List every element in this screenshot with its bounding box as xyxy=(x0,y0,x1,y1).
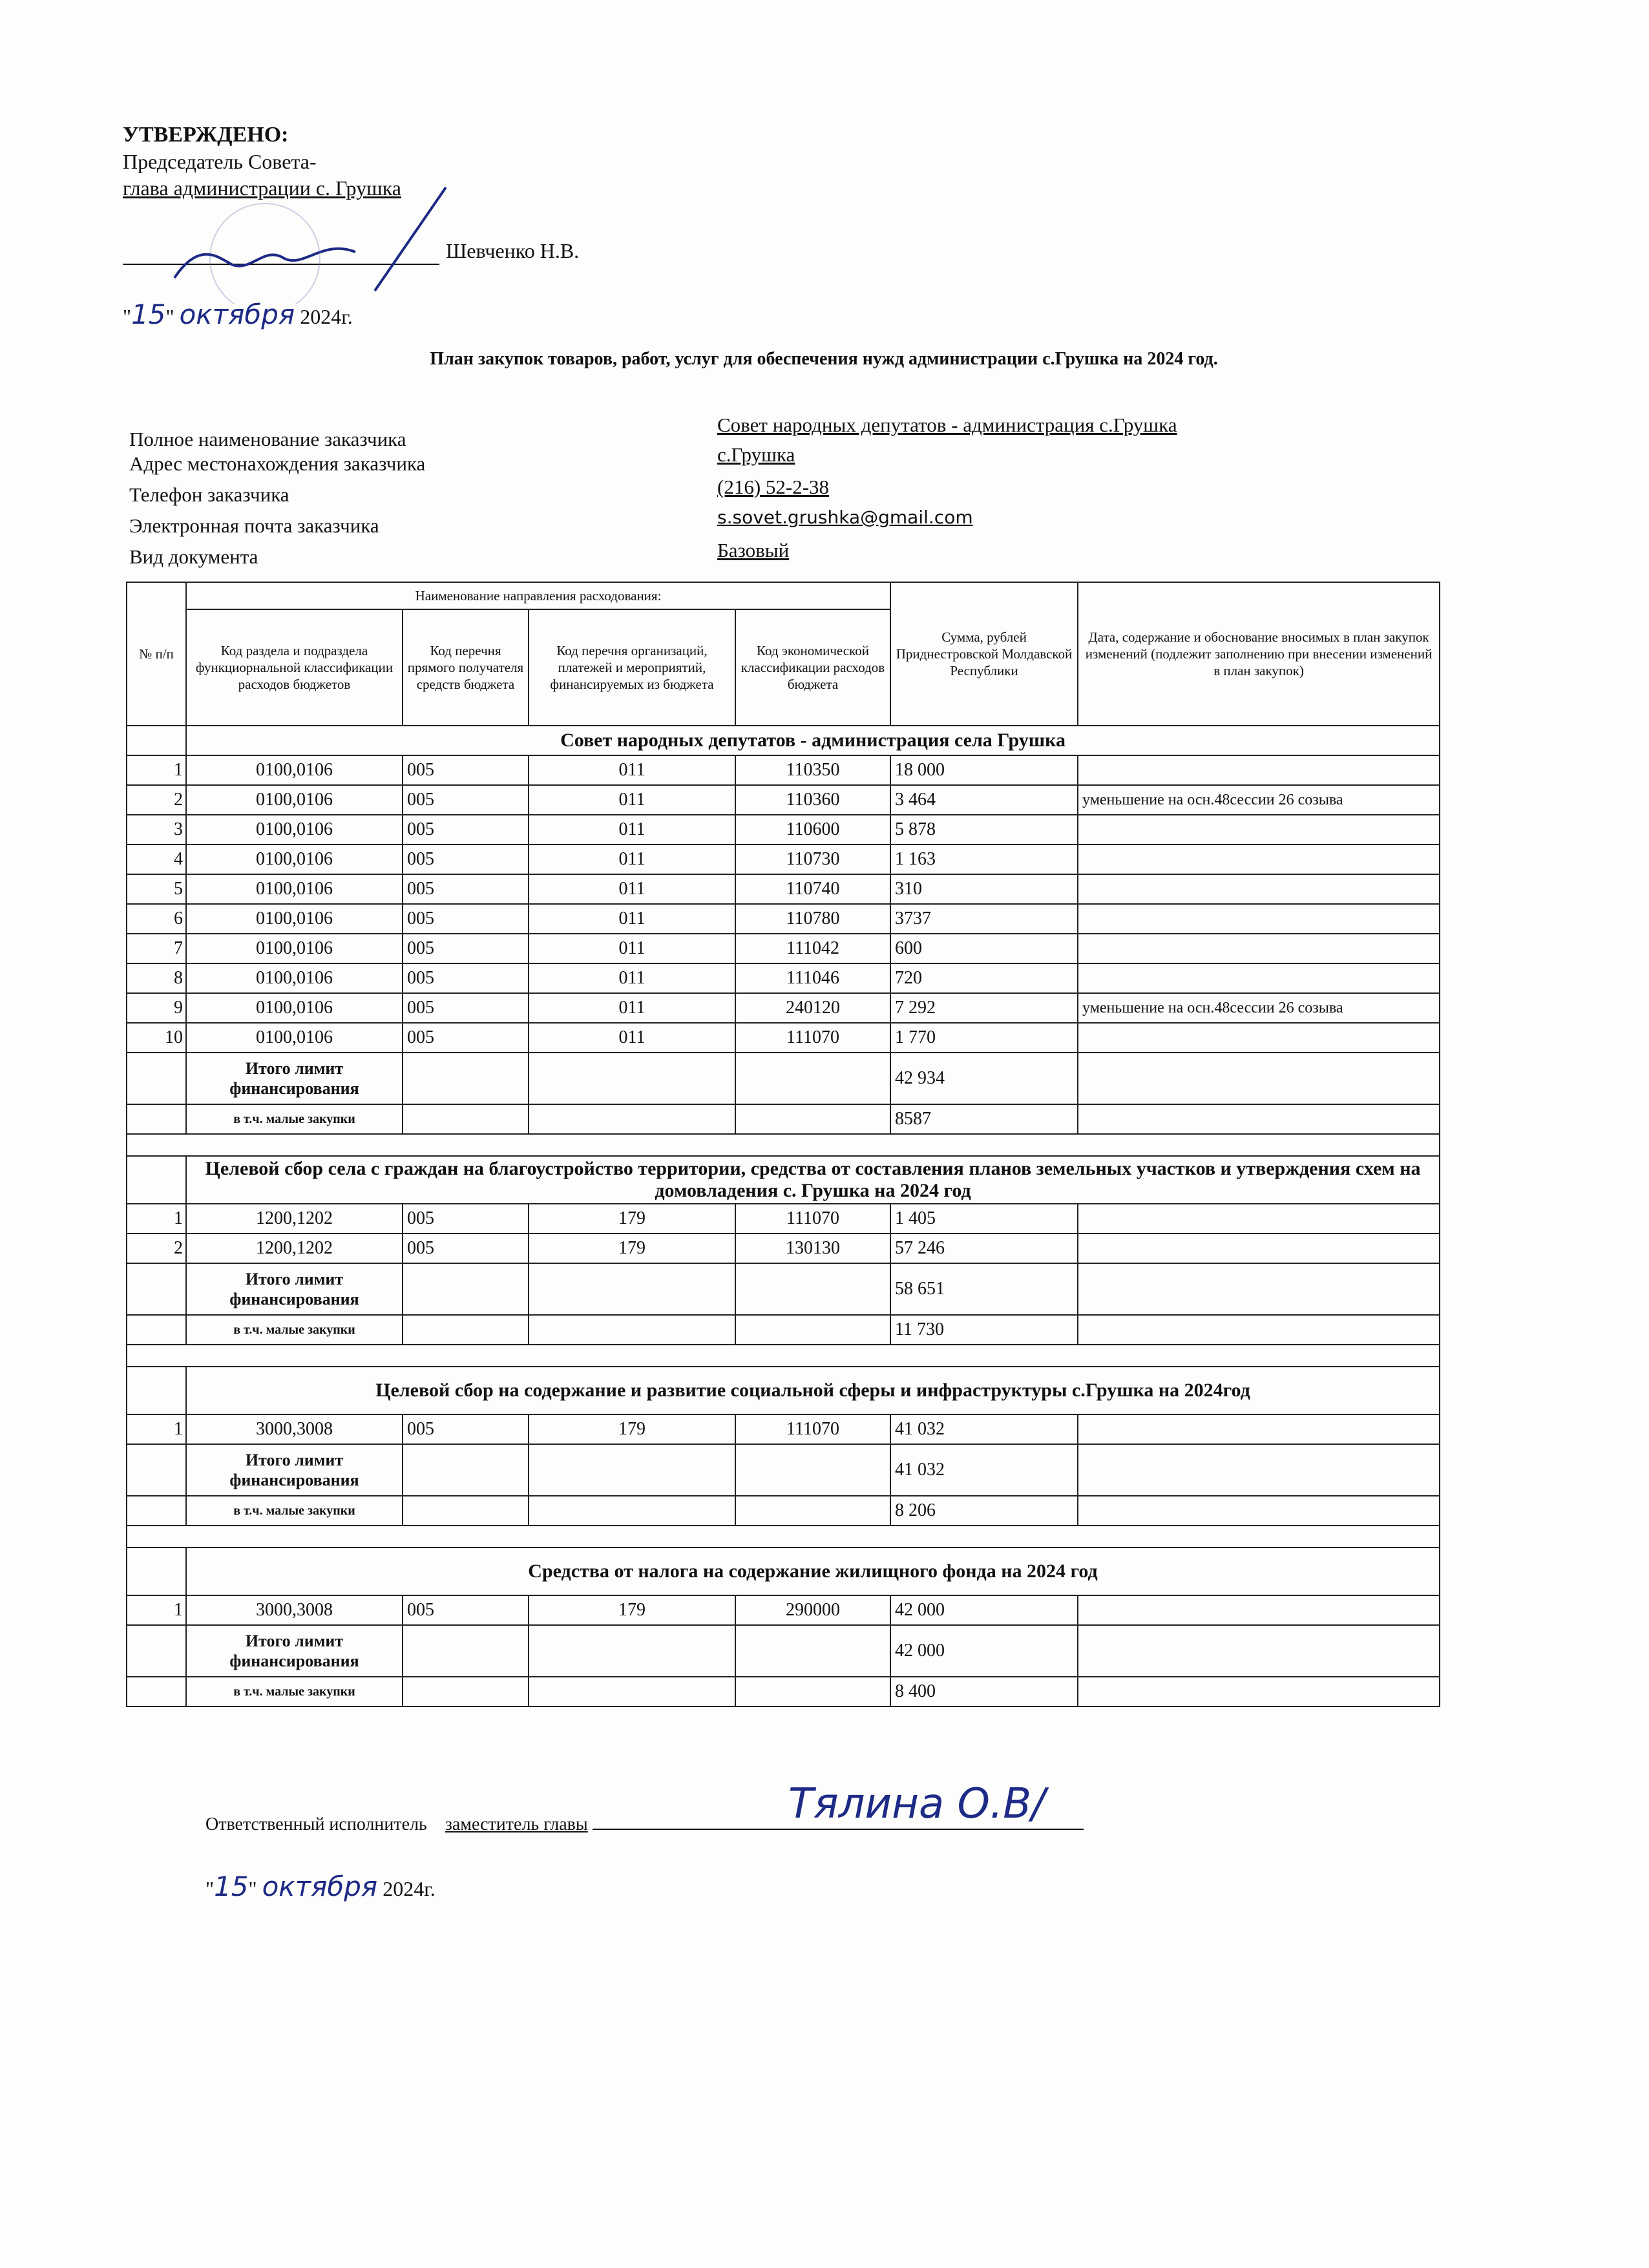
row-func-code: 0100,0106 xyxy=(186,963,403,993)
customer-address-value: с.Грушка xyxy=(717,443,795,466)
row-note xyxy=(1078,1023,1440,1053)
row-org-code: 011 xyxy=(529,963,735,993)
row-econ-code: 110730 xyxy=(735,845,890,874)
total-sum: 58 651 xyxy=(890,1263,1078,1315)
footer-position: заместитель главы xyxy=(445,1814,588,1834)
row-econ-code: 110350 xyxy=(735,755,890,785)
row-note xyxy=(1078,1204,1440,1234)
row-org-code: 179 xyxy=(529,1414,735,1444)
small-empty-cell xyxy=(529,1315,735,1345)
row-econ-code: 110360 xyxy=(735,785,890,815)
row-sum: 720 xyxy=(890,963,1078,993)
row-number: 2 xyxy=(127,1234,186,1263)
footer-date-month: октября xyxy=(262,1871,378,1902)
row-sum: 3 464 xyxy=(890,785,1078,815)
row-recipient-code: 005 xyxy=(403,755,529,785)
header-sum: Сумма, рублей Приднестровской Молдавской Республики xyxy=(890,582,1078,726)
table-row xyxy=(127,874,1440,904)
total-empty-cell xyxy=(403,1625,529,1677)
row-recipient-code: 005 xyxy=(403,785,529,815)
total-num-cell xyxy=(127,1444,186,1496)
section-title: Совет народных депутатов - администрация села Грушка xyxy=(186,726,1440,755)
row-recipient-code: 005 xyxy=(403,1023,529,1053)
small-num-cell xyxy=(127,1104,186,1134)
row-number: 10 xyxy=(127,1023,186,1053)
footer-date-year: 2024г. xyxy=(383,1877,436,1900)
row-recipient-code: 005 xyxy=(403,1414,529,1444)
total-note-cell xyxy=(1078,1053,1440,1104)
row-number: 2 xyxy=(127,785,186,815)
row-org-code: 011 xyxy=(529,755,735,785)
row-econ-code: 111070 xyxy=(735,1414,890,1444)
row-org-code: 179 xyxy=(529,1595,735,1625)
spacer-cell xyxy=(127,1526,1440,1548)
total-empty-cell xyxy=(529,1625,735,1677)
row-note xyxy=(1078,874,1440,904)
total-row xyxy=(127,1444,1440,1496)
small-num-cell xyxy=(127,1315,186,1345)
row-recipient-code: 005 xyxy=(403,1204,529,1234)
row-sum: 3737 xyxy=(890,904,1078,934)
row-sum: 600 xyxy=(890,934,1078,963)
row-number: 7 xyxy=(127,934,186,963)
small-purchases-row xyxy=(127,1104,1440,1134)
total-label: Итого лимит финансирования xyxy=(186,1053,403,1104)
row-note xyxy=(1078,934,1440,963)
customer-email-value: s.sovet.grushka@gmail.com xyxy=(717,507,973,528)
row-note xyxy=(1078,845,1440,874)
row-sum: 41 032 xyxy=(890,1414,1078,1444)
total-empty-cell xyxy=(735,1053,890,1104)
section-spacer-row xyxy=(127,1345,1440,1367)
row-econ-code: 111070 xyxy=(735,1023,890,1053)
total-empty-cell xyxy=(529,1444,735,1496)
row-number: 1 xyxy=(127,1414,186,1444)
row-org-code: 011 xyxy=(529,815,735,845)
small-empty-cell xyxy=(529,1677,735,1706)
total-empty-cell xyxy=(735,1444,890,1496)
row-note xyxy=(1078,1595,1440,1625)
table-row xyxy=(127,1023,1440,1053)
small-empty-cell xyxy=(735,1104,890,1134)
total-num-cell xyxy=(127,1263,186,1315)
approval-line-1: Председатель Совета- xyxy=(123,150,317,173)
table-row xyxy=(127,815,1440,845)
small-note-cell xyxy=(1078,1315,1440,1345)
section-title-row xyxy=(127,1367,1440,1414)
small-empty-cell xyxy=(529,1496,735,1526)
section-title-spacer xyxy=(127,1548,186,1595)
small-note-cell xyxy=(1078,1104,1440,1134)
header-col2: Код перечня прямого получателя средств бюджета xyxy=(403,609,529,726)
row-func-code: 0100,0106 xyxy=(186,755,403,785)
header-col3: Код перечня организаций, платежей и мероприятий, финансируемых из бюджета xyxy=(529,609,735,726)
total-empty-cell xyxy=(529,1263,735,1315)
small-num-cell xyxy=(127,1677,186,1706)
small-purchases-label: в т.ч. малые закупки xyxy=(186,1677,403,1706)
row-org-code: 011 xyxy=(529,904,735,934)
row-number: 8 xyxy=(127,963,186,993)
row-func-code: 1200,1202 xyxy=(186,1204,403,1234)
section-title: Средства от налога на содержание жилищного фонда на 2024 год xyxy=(186,1548,1440,1595)
total-sum: 42 000 xyxy=(890,1625,1078,1677)
procurement-table xyxy=(126,582,1440,1707)
customer-name-label: Полное наименование заказчика xyxy=(129,428,406,450)
table-row xyxy=(127,1595,1440,1625)
footer-signature: Тялина О.В/ xyxy=(788,1780,1045,1828)
small-empty-cell xyxy=(403,1677,529,1706)
row-sum: 18 000 xyxy=(890,755,1078,785)
customer-info xyxy=(129,414,1551,576)
customer-doctype-value: Базовый xyxy=(717,539,790,562)
row-note xyxy=(1078,755,1440,785)
footer-date-day: 15 xyxy=(214,1871,249,1902)
table-body xyxy=(127,726,1440,1706)
row-note: уменьшение на осн.48сессии 26 созыва xyxy=(1078,993,1440,1023)
small-note-cell xyxy=(1078,1496,1440,1526)
table-row xyxy=(127,993,1440,1023)
row-recipient-code: 005 xyxy=(403,963,529,993)
table-row xyxy=(127,785,1440,815)
row-recipient-code: 005 xyxy=(403,904,529,934)
header-col1: Код раздела и подраздела функциорнальной классификации расходов бюджетов xyxy=(186,609,403,726)
total-num-cell xyxy=(127,1053,186,1104)
header-num: № п/п xyxy=(127,582,186,726)
total-num-cell xyxy=(127,1625,186,1677)
footer-signature-line xyxy=(593,1829,1084,1830)
row-number: 3 xyxy=(127,815,186,845)
row-econ-code: 290000 xyxy=(735,1595,890,1625)
row-org-code: 011 xyxy=(529,874,735,904)
row-econ-code: 111070 xyxy=(735,1204,890,1234)
small-empty-cell xyxy=(735,1315,890,1345)
small-purchases-row xyxy=(127,1496,1440,1526)
row-number: 6 xyxy=(127,904,186,934)
small-empty-cell xyxy=(403,1315,529,1345)
procurement-table-wrap xyxy=(126,582,1439,1707)
row-func-code: 0100,0106 xyxy=(186,815,403,845)
total-empty-cell xyxy=(735,1263,890,1315)
total-sum: 42 934 xyxy=(890,1053,1078,1104)
row-econ-code: 130130 xyxy=(735,1234,890,1263)
small-purchases-sum: 11 730 xyxy=(890,1315,1078,1345)
small-note-cell xyxy=(1078,1677,1440,1706)
table-row xyxy=(127,1204,1440,1234)
header-group: Наименование направления расходования: xyxy=(186,582,890,609)
total-empty-cell xyxy=(403,1053,529,1104)
row-sum: 1 770 xyxy=(890,1023,1078,1053)
total-empty-cell xyxy=(735,1625,890,1677)
row-func-code: 0100,0106 xyxy=(186,934,403,963)
total-note-cell xyxy=(1078,1263,1440,1315)
section-title-spacer xyxy=(127,1156,186,1204)
total-note-cell xyxy=(1078,1625,1440,1677)
small-purchases-label: в т.ч. малые закупки xyxy=(186,1496,403,1526)
row-econ-code: 110780 xyxy=(735,904,890,934)
total-empty-cell xyxy=(403,1263,529,1315)
row-number: 4 xyxy=(127,845,186,874)
footer-label: Ответственный исполнитель xyxy=(205,1814,427,1834)
total-empty-cell xyxy=(403,1444,529,1496)
small-purchases-label: в т.ч. малые закупки xyxy=(186,1315,403,1345)
row-org-code: 179 xyxy=(529,1204,735,1234)
total-label: Итого лимит финансирования xyxy=(186,1444,403,1496)
row-func-code: 0100,0106 xyxy=(186,845,403,874)
section-title-spacer xyxy=(127,726,186,755)
customer-address-label: Адрес местонахождения заказчика xyxy=(129,452,426,475)
customer-doctype-label: Вид документа xyxy=(129,545,258,568)
footer-date: "15" октября 2024г. xyxy=(205,1871,436,1902)
row-number: 9 xyxy=(127,993,186,1023)
row-recipient-code: 005 xyxy=(403,815,529,845)
total-row xyxy=(127,1053,1440,1104)
small-empty-cell xyxy=(735,1677,890,1706)
section-spacer-row xyxy=(127,1134,1440,1156)
approval-line-2: глава администрации с. Грушка xyxy=(123,176,401,200)
approval-date-year: 2024г. xyxy=(300,305,353,328)
total-row xyxy=(127,1625,1440,1677)
row-org-code: 011 xyxy=(529,785,735,815)
row-note: уменьшение на осн.48сессии 26 созыва xyxy=(1078,785,1440,815)
customer-phone-value: (216) 52-2-38 xyxy=(717,476,830,498)
row-number: 5 xyxy=(127,874,186,904)
section-title: Целевой сбор на содержание и развитие социальной сферы и инфраструктуры с.Грушка на 2024год xyxy=(186,1367,1440,1414)
row-org-code: 011 xyxy=(529,934,735,963)
small-empty-cell xyxy=(403,1104,529,1134)
row-org-code: 011 xyxy=(529,993,735,1023)
row-econ-code: 111046 xyxy=(735,963,890,993)
approval-title: УТВЕРЖДЕНО: xyxy=(123,123,289,147)
row-func-code: 0100,0106 xyxy=(186,993,403,1023)
row-econ-code: 110600 xyxy=(735,815,890,845)
row-sum: 1 163 xyxy=(890,845,1078,874)
small-purchases-row xyxy=(127,1677,1440,1706)
row-func-code: 3000,3008 xyxy=(186,1414,403,1444)
row-note xyxy=(1078,815,1440,845)
row-func-code: 0100,0106 xyxy=(186,874,403,904)
section-spacer-row xyxy=(127,1526,1440,1548)
small-purchases-sum: 8 206 xyxy=(890,1496,1078,1526)
row-org-code: 011 xyxy=(529,1023,735,1053)
header-col4: Код экономической классификации расходов бюджета xyxy=(735,609,890,726)
total-sum: 41 032 xyxy=(890,1444,1078,1496)
row-func-code: 0100,0106 xyxy=(186,904,403,934)
table-row xyxy=(127,1234,1440,1263)
row-recipient-code: 005 xyxy=(403,845,529,874)
approval-date-month: октября xyxy=(179,299,295,330)
small-empty-cell xyxy=(735,1496,890,1526)
small-empty-cell xyxy=(529,1104,735,1134)
row-org-code: 179 xyxy=(529,1234,735,1263)
row-func-code: 1200,1202 xyxy=(186,1234,403,1263)
small-num-cell xyxy=(127,1496,186,1526)
section-title-row xyxy=(127,1548,1440,1595)
row-sum: 1 405 xyxy=(890,1204,1078,1234)
row-recipient-code: 005 xyxy=(403,874,529,904)
spacer-cell xyxy=(127,1134,1440,1156)
row-note xyxy=(1078,904,1440,934)
section-title-row xyxy=(127,726,1440,755)
row-sum: 5 878 xyxy=(890,815,1078,845)
table-row xyxy=(127,845,1440,874)
total-note-cell xyxy=(1078,1444,1440,1496)
section-title: Целевой сбор села с граждан на благоустройство территории, средства от составления планов земельных участков и утверждения схем на домовладения с. Грушка на 2024 год xyxy=(186,1156,1440,1204)
row-recipient-code: 005 xyxy=(403,1234,529,1263)
table-row xyxy=(127,963,1440,993)
page-title: План закупок товаров, работ, услуг для обеспечения нужд администрации с.Грушка на 2024 год. xyxy=(430,349,1218,369)
total-empty-cell xyxy=(529,1053,735,1104)
small-empty-cell xyxy=(403,1496,529,1526)
small-purchases-sum: 8587 xyxy=(890,1104,1078,1134)
approval-date: "15" октября 2024г. xyxy=(123,299,353,330)
row-func-code: 3000,3008 xyxy=(186,1595,403,1625)
customer-email-label: Электронная почта заказчика xyxy=(129,514,379,537)
row-sum: 310 xyxy=(890,874,1078,904)
approval-signature xyxy=(162,162,472,304)
row-func-code: 0100,0106 xyxy=(186,785,403,815)
table-row xyxy=(127,755,1440,785)
table-row xyxy=(127,1414,1440,1444)
row-econ-code: 240120 xyxy=(735,993,890,1023)
row-note xyxy=(1078,1234,1440,1263)
row-func-code: 0100,0106 xyxy=(186,1023,403,1053)
spacer-cell xyxy=(127,1345,1440,1367)
row-number: 1 xyxy=(127,1595,186,1625)
customer-phone-label: Телефон заказчика xyxy=(129,483,289,506)
header-note: Дата, содержание и обоснование вносимых в план закупок изменений (подлежит заполнению при внесении изменений в план закупок) xyxy=(1078,582,1440,726)
customer-name-value: Совет народных депутатов - администрация с.Грушка xyxy=(717,414,1177,436)
row-org-code: 011 xyxy=(529,845,735,874)
table-row xyxy=(127,904,1440,934)
row-note xyxy=(1078,963,1440,993)
section-title-spacer xyxy=(127,1367,186,1414)
row-number: 1 xyxy=(127,1204,186,1234)
section-title-row xyxy=(127,1156,1440,1204)
total-label: Итого лимит финансирования xyxy=(186,1625,403,1677)
row-sum: 57 246 xyxy=(890,1234,1078,1263)
approval-date-day: 15 xyxy=(131,299,166,330)
total-label: Итого лимит финансирования xyxy=(186,1263,403,1315)
row-note xyxy=(1078,1414,1440,1444)
table-row xyxy=(127,934,1440,963)
approval-name: Шевченко Н.В. xyxy=(446,239,580,262)
small-purchases-sum: 8 400 xyxy=(890,1677,1078,1706)
row-number: 1 xyxy=(127,755,186,785)
row-sum: 7 292 xyxy=(890,993,1078,1023)
row-sum: 42 000 xyxy=(890,1595,1078,1625)
row-econ-code: 110740 xyxy=(735,874,890,904)
small-purchases-row xyxy=(127,1315,1440,1345)
row-econ-code: 111042 xyxy=(735,934,890,963)
row-recipient-code: 005 xyxy=(403,993,529,1023)
total-row xyxy=(127,1263,1440,1315)
row-recipient-code: 005 xyxy=(403,934,529,963)
small-purchases-label: в т.ч. малые закупки xyxy=(186,1104,403,1134)
row-recipient-code: 005 xyxy=(403,1595,529,1625)
